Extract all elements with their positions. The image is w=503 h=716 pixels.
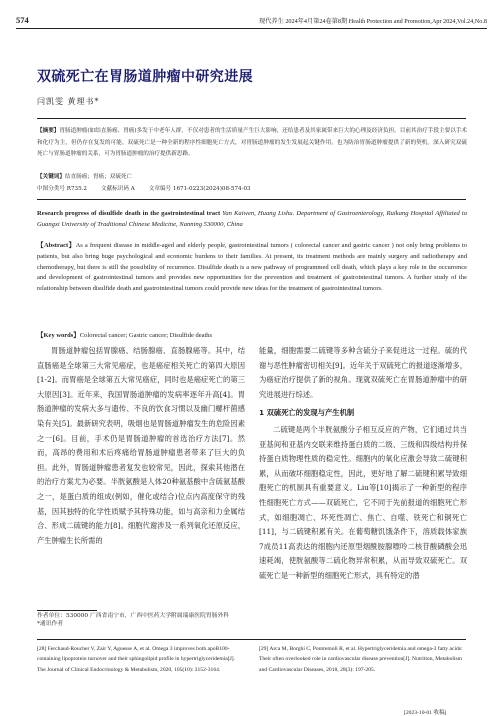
received-date: [2023-10-01 收稿]	[404, 710, 447, 716]
english-title: Research progress of disulfide death in the gastrointestinal tract	[37, 210, 221, 217]
keywords-en	[37, 330, 467, 339]
reference-28: [28] Ferchaud-Roucher V, Zair Y, Aguesse A, et al. Omega 3 improves both apoB100-containing lipoprotein turnover and their sphingolipid profile in hypertriglyceridemia[J]. The Journal of Clinical Endocrinology & Metabolism, 2020, 105(10): 3152-3164.	[37, 646, 236, 673]
reference-29: [29] Arca M, Borghi C, Pontremoli R, et al. Hypertriglyceridemia and omega-3 fatty acids: Their often overlooked role in cardiovascular disease prevention[J]. Nutrition, Metabolism and Cardiovascular Diseases, 2018, 28(3): 197-205.	[259, 646, 463, 673]
references-rule	[37, 639, 466, 640]
section-heading: 1 双硫死亡的发现与产生机制	[259, 408, 355, 418]
clc-number: 中图分类号 R735.2	[37, 186, 87, 192]
article-title: 双硫死亡在胃肠道肿瘤中研究进展	[37, 69, 253, 85]
document-code: 文献标识码 A	[100, 186, 135, 192]
english-authors: Yan Kaiwen, Huang Lishu. Department of Gastroenterology, Ruikang Hospital Affiliated to Guangxi University of Traditional Chinese Medicine, Nanning 530000, China	[37, 210, 467, 228]
body-right-column	[259, 344, 467, 584]
page-number: 574	[16, 15, 29, 25]
journal-title: 现代养生 2024年4月第24卷第8期 Health Protection and Promotion,Apr 2024,Vol.24,No.8	[259, 18, 487, 25]
abstract-en-text: As a frequent disease in middle-aged and elderly people, gastrointestinal tumors ( colorectal cancer and gastric cancer ) not only bring problems to patients, but also bring huge psychological and economic burdens to their families. At present, its treatment methods are mainly surgery and radiotherapy and chemotherapy, but there is still the possibility of recurrence. Disulfide death is a new pathway of programmed cell death, which plays a key role in the occurrence and development of gastrointestinal tumors and provides new opportunities for the prevention and treatment of gastrointestinal tumors. A further study of the relationship between disulfide death and gastrointestinal tumors could provide new ideas for the treatment of gastrointestinal tumors.	[37, 242, 467, 293]
classification-rule	[37, 199, 466, 200]
keywords-en-text: Colorectal cancer; Gastric cancer; Disulfide deaths	[79, 332, 213, 339]
keywords-cn-label: 【关键词】	[37, 174, 65, 180]
keywords-cn	[37, 172, 467, 180]
article-number: 文章编号 1671-0223(2024)08-574-03	[148, 186, 251, 192]
abstract-cn-label: 【摘要】	[37, 128, 60, 134]
intro-paragraph: 胃肠道肿瘤包括胃腺癌、结肠腺癌、直肠腺癌等。其中，结直肠癌是全球第三大常见癌症，也是癌症相关死亡的第四大原因[1-2]。而胃癌是全球第五大常见癌症，同时也是癌症死亡的第三大原因[3]。近年来，我国胃肠道肿瘤的发病率逐年升高[4]。胃肠道肿瘤的发病大多与遗传、不良的饮食习惯以及幽门螺杆菌感染有关[5]。最新研究表明，吸烟也是胃肠道肿瘤发生的危险因素之一[6]。目前，手术仍是胃肠道肿瘤的首选治疗方法[7]。然而，高昂的费用和术后疼痛给胃肠道肿瘤患者带来了巨大的负担。此外，胃肠道肿瘤患者复发也较常见，因此，探索其他潜在的治疗方案尤为必要。半胱氨酸是人体20种氨基酸中含硫氨基酸之一，是蛋白质的组成(例如，催化或结合)位点内高度保守的残基，因其独特的化学性质赋予其特殊功能，如与高亲和力金属结合、形成二硫键的能力[8]。细胞代谢涉及一系列氧化还原反应，产生肿瘤生长所需的	[37, 346, 245, 545]
abstract-en	[37, 241, 467, 295]
body-left-column	[37, 344, 245, 548]
keywords-en-label: 【Key words】	[37, 332, 80, 339]
abstract-top-rule	[37, 118, 466, 119]
authors: 闫凯雯 黄理书*	[37, 97, 100, 106]
classification-line	[37, 184, 467, 192]
running-header	[16, 14, 487, 29]
footnote	[37, 612, 245, 628]
abstract-cn-text: 胃肠道肿瘤(如结直肠癌、胃癌)多发于中老年人群，不仅对患者的生活质量产生巨大影响，还给患者及其家属带来巨大的心理及经济负担。目前其治疗手段主要以手术和化疗为主，但仍存在复发的可能。双硫死亡是一种全新的程序性细胞死亡方式，对胃肠道肿瘤的发生发展起关键作用，也为防治胃肠道肿瘤提供了新的契机。深入研究双硫死亡与胃肠道肿瘤的关系，可为胃肠道肿瘤的治疗提供新思路。	[37, 128, 467, 158]
corresponding-note: *通讯作者	[37, 621, 64, 628]
keywords-cn-text: 结直肠癌；胃癌；双硫死亡	[64, 174, 133, 180]
author-affiliation: 作者单位：530000 广西省南宁市，广西中医药大学附属瑞康医院胃肠外科	[37, 613, 230, 619]
footnote-rule	[37, 610, 97, 611]
intro-paragraph-continued: 能量，细胞需要二硫键等多种含硫分子来促进这一过程。硫的代谢与恶性肿瘤密切相关[9]。近年关于双硫死亡的报道逐渐增多，为癌症治疗提供了新的视角。现就双硫死亡在胃肠道肿瘤中的研究进展进行综述。	[259, 346, 467, 399]
english-title-block	[37, 209, 467, 230]
section-1-paragraph: 二硫键是两个半胱氨酸分子相互反应的产物，它们通过共当亚基间和亚基内交联来维持蛋白质的二级、三级和四级结构并保持蛋白质物理性质的稳定性。细胞内的氧化应激会导致二硫键积累，从而破坏细胞稳定性，因此，更好地了解二硫键积累导致细胞死亡的机制具有重要意义。Liu等[10]揭示了一种新型的程序性细胞死亡方式——双硫死亡，它不同于先前报道的细胞死亡形式，如细胞凋亡、坏死性凋亡、焦亡、自噬、铁死亡和铜死亡[11]，与二硫键积累有关。在葡萄糖饥饿条件下，溶质载体家族7成员11高表达的细胞内还原型烟酰胺腺嘌呤二核苷酸磷酸会迅速耗竭，使胱氨酸等二硫化物异常积累，从而导致双硫死亡。双硫死亡是一种新型的细胞死亡形式，具有特定的潜	[259, 424, 467, 580]
abstract-cn	[37, 126, 467, 161]
abstract-en-label: 【Abstract】	[37, 242, 76, 249]
